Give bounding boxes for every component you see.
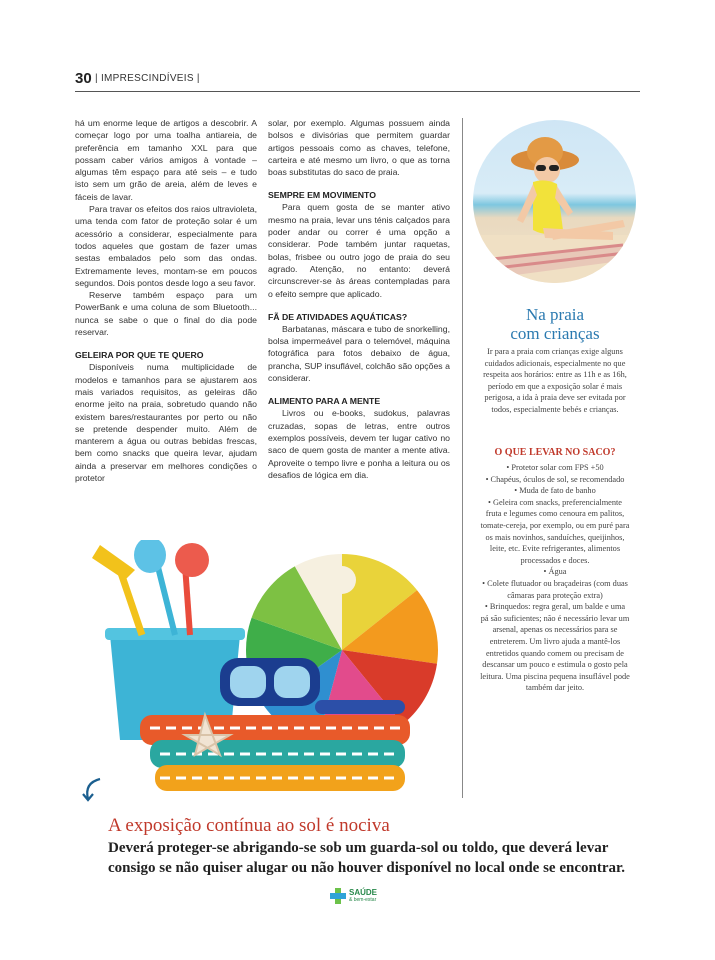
sidebar-title-line: com crianças bbox=[510, 324, 600, 343]
article-column-2 bbox=[268, 117, 450, 481]
paragraph: Reserve também espaço para um PowerBank e uma coluna de som Bluetooth... nunca se sabe o que o final do dia pode reservar. bbox=[75, 290, 257, 338]
beach-toys-illustration bbox=[80, 540, 460, 810]
list-item: • Brinquedos: regra geral, um balde e uma pá são suficientes; não é necessário levar um arsenal, apenas os necessários para se entreterem. Um livro ajuda a mantê-los entretidos quando comem ou precisam de descansar um pouco e estimula o gosto pela leitura. Uma piscina pequena insuflável pode também dar jeito. bbox=[480, 601, 630, 694]
paragraph: Barbatanas, máscara e tubo de snorkelling, bolsa impermeável para o telemóvel, máquina fotográfica para fotos debaixo de água, prancha, SUP insuflável, colchão são opções a considerar. bbox=[268, 323, 450, 384]
sidebar-list-heading: O QUE LEVAR NO SACO? bbox=[494, 447, 616, 458]
paragraph: Livros ou e-books, sudokus, palavras cruzadas, sopas de letras, entre outros exemplos possíveis, devem ter lugar cativo no saco de quem gosta de manter a mente ativa. Aproveite o tempo livre e ponha a leitura ou os desafios de lógica em dia. bbox=[268, 408, 450, 480]
list-item: • Chapéus, óculos de sol, se recomendado bbox=[480, 474, 630, 486]
list-item: • Colete flutuador ou braçadeiras (com duas câmaras para proteção extra) bbox=[480, 578, 630, 601]
subheading: ALIMENTO PARA A MENTE bbox=[268, 396, 381, 407]
paragraph: solar, por exemplo. Algumas possuem ainda bolsos e divisórias que permitem guardar artigos pessoais como as chaves, telefone, carteira e até mesmo um livro, o que as torna boas substitutas do saco de praia. bbox=[268, 118, 450, 178]
sidebar-title-line: Na praia bbox=[525, 305, 585, 324]
subheading: FÃ DE ATIVIDADES AQUÁTICAS? bbox=[268, 311, 408, 322]
page-number: 30 bbox=[75, 70, 92, 87]
sidebar-list bbox=[480, 462, 630, 694]
paragraph: há um enorme leque de artigos a descobrir. A começar logo por uma toalha antiareia, de preferência em tamanho XXL para que possam caber vários amigos à vontade – algumas têm espaço para até seis – e tudo isto sem um grão de areia, além de leves e fáceis de lavar. bbox=[75, 118, 257, 202]
brand-logo bbox=[330, 887, 390, 907]
bottom-headline: A exposição contínua ao sol é nociva bbox=[108, 815, 390, 836]
list-item: • Geleira com snacks, preferencialmente fruta e legumes como cenoura em palitos, tomate-cereja, por exemplo, ou em puré para os mais novinhos, sanduíches, queijinhos, leite, etc. Evite refrigerantes, alimentos processados e doces. bbox=[480, 497, 630, 567]
brand-name: SAÚDE bbox=[349, 888, 378, 897]
list-item: • Protetor solar com FPS +50 bbox=[480, 462, 630, 474]
curved-arrow-icon bbox=[80, 775, 110, 805]
health-cross-icon bbox=[330, 888, 346, 904]
section-name: | IMPRESCINDÍVEIS | bbox=[95, 73, 200, 84]
paragraph: Para travar os efeitos dos raios ultravioleta, uma tenda com fator de proteção solar é um acessório a considerar, especialmente para todos aqueles que gostam de fazer umas sestas embalados pelo som das ondas. Extremamente leves, montam-se em poucos segundos. Dois pontos desde logo a seu favor. bbox=[75, 204, 257, 288]
child-beach-photo bbox=[473, 120, 636, 283]
subheading: SEMPRE EM MOVIMENTO bbox=[268, 190, 376, 201]
article-column-1 bbox=[75, 117, 257, 484]
list-item: • Água bbox=[480, 566, 630, 578]
brand-subtitle: & bem-estar bbox=[349, 897, 377, 903]
paragraph: Disponíveis numa multiplicidade de modelos e tamanhos para se ajustarem aos mais variados requisitos, as geleiras dão enorme jeito na praia, sobretudo quando não existem bares/restaurantes por perto ou não se pretende despender muito. Além de manterem a água ou outras bebidas frescas, bem como snacks que queira levar, ajudam ainda a preservar em melhores condições o protetor bbox=[75, 362, 257, 484]
bottom-text: Deverá proteger-se abrigando-se sob um guarda-sol ou toldo, que deverá levar consigo se não quiser alugar ou não houver disponível no local onde se encontrar. bbox=[108, 840, 626, 876]
paragraph: Para quem gosta de se manter ativo mesmo na praia, levar uns ténis calçados para poder andar ou correr é uma opção a considerar. Pode também juntar raquetas, bolas, frisbee ou outro jogo de praia do seu agrado. Atenção, no entanto: deverá circunscrever-se às áreas contempladas para o efeito sempre que aplicado. bbox=[268, 202, 450, 299]
subheading: GELEIRA POR QUE TE QUERO bbox=[75, 350, 204, 361]
page-header bbox=[75, 70, 640, 92]
sidebar-intro: Ir para a praia com crianças exige alguns cuidados adicionais, especialmente no que respeita aos horários: entre as 11h e as 16h, período em que a exposição solar é mais perigosa, a ida à praia deve ser evitada por todos, especialmente bebés e crianças. bbox=[483, 347, 627, 414]
sidebar-title bbox=[475, 305, 635, 343]
column-divider bbox=[462, 118, 463, 798]
list-item: • Muda de fato de banho bbox=[480, 485, 630, 497]
